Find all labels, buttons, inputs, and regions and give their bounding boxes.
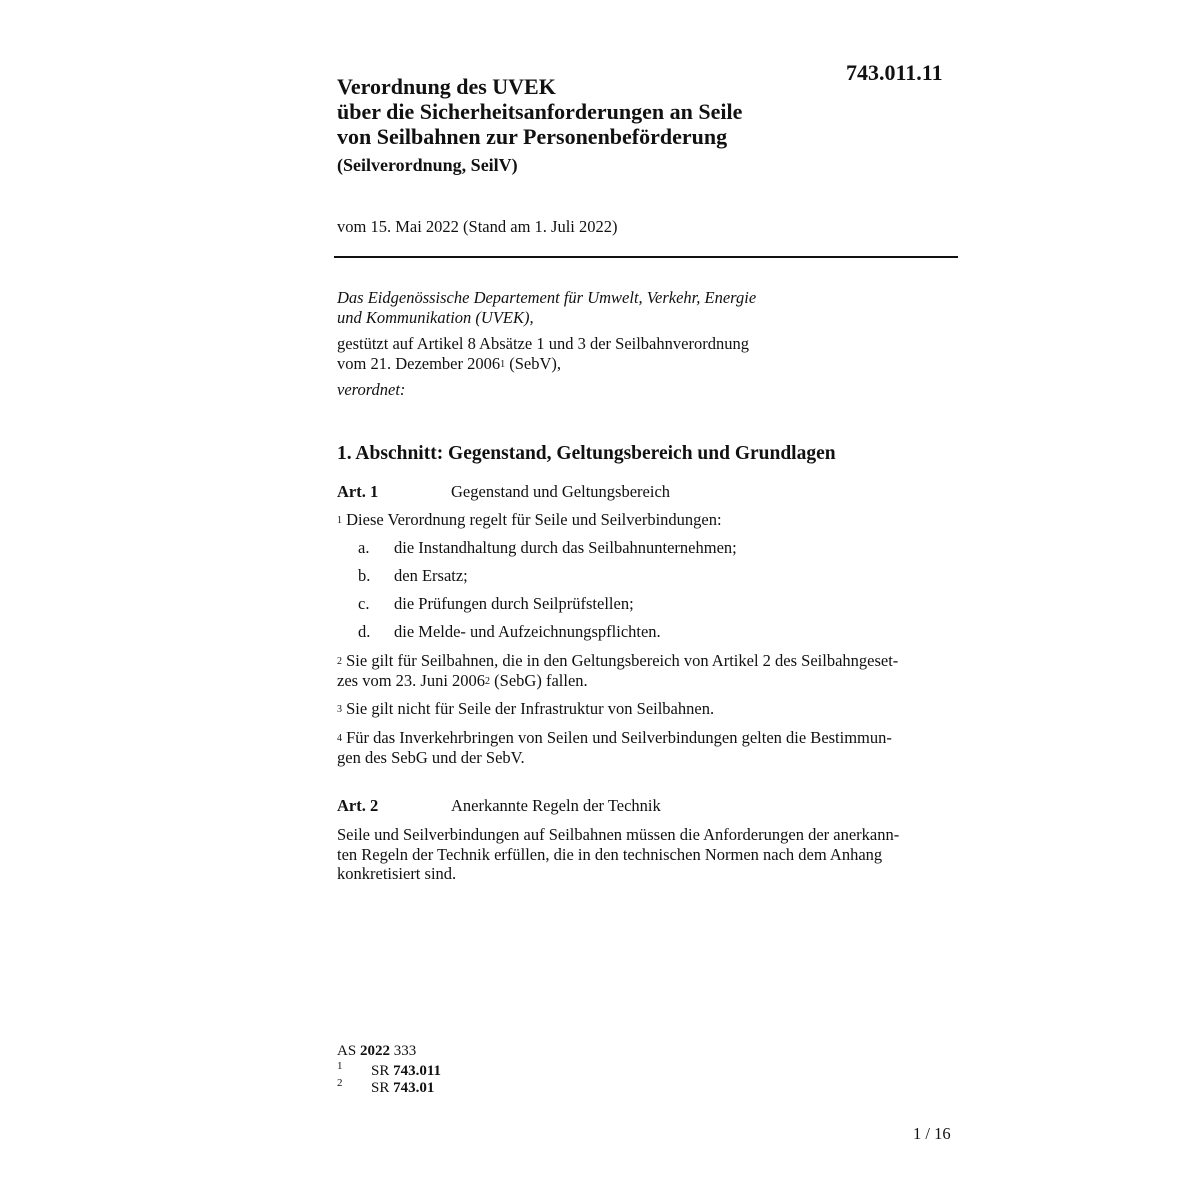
paragraph-line-1 <box>337 651 954 671</box>
page-number: 1 / 16 <box>913 1124 951 1143</box>
official-collection-ref <box>337 1043 416 1060</box>
paragraph-line-2: ten Regeln der Technik erfüllen, die in den technischen Normen nach dem Anhang <box>337 844 883 864</box>
paragraph-line-2: gen des SebG und der SebV. <box>337 747 525 767</box>
ordinance-date: vom 15. Mai 2022 (Stand am 1. Juli 2022) <box>337 217 618 236</box>
title-line-3: von Seilbahnen zur Personenbeförderung <box>337 124 728 149</box>
decree-word: verordnet: <box>337 380 406 399</box>
as-page: 333 <box>389 1043 417 1059</box>
list-item-letter: c. <box>358 594 370 613</box>
paragraph-text: Sie gilt für Seilbahnen, die in den Geltungsbereich von Artikel 2 des Seilbahngeset- <box>342 651 899 670</box>
title-line-1: Verordnung des UVEK <box>337 74 556 99</box>
footnote-text <box>371 1063 441 1080</box>
footnote-ref: 743.011 <box>393 1063 442 1079</box>
paragraph-number: 3 <box>337 704 342 715</box>
ordinance-short-title: (Seilverordnung, SeilV) <box>337 155 518 175</box>
paragraph-text: Für das Inverkehrbringen von Seilen und Seilverbindungen gelten die Bestimmun- <box>342 728 892 747</box>
section-heading: 1. Abschnitt: Gegenstand, Geltungsbereich und Grundlagen <box>337 443 836 464</box>
basis-line-2-suffix: (SebV), <box>505 353 562 373</box>
preamble <box>337 288 957 400</box>
article-2-paragraph <box>337 825 954 884</box>
paragraph-line-3: konkretisiert sind. <box>337 864 457 883</box>
basis-line-2-text: vom 21. Dezember 2006 <box>337 353 501 373</box>
paragraph-line-1: Seile und Seilverbindungen auf Seilbahnen müssen die Anforderungen der anerkann- <box>337 825 900 844</box>
article-2-number: Art. 2 <box>337 796 379 815</box>
list-item-text: den Ersatz; <box>394 566 468 585</box>
footnote-ref: 743.01 <box>393 1080 435 1096</box>
paragraph-text-suffix: (SebG) fallen. <box>490 670 588 690</box>
header-divider <box>334 256 958 258</box>
paragraph-line-1 <box>337 728 954 748</box>
article-2-title: Anerkannte Regeln der Technik <box>451 796 661 815</box>
list-item-text: die Instandhaltung durch das Seilbahnunternehmen; <box>394 538 737 557</box>
paragraph-text: zes vom 23. Juni 2006 <box>337 670 486 690</box>
list-item-text: die Melde- und Aufzeichnungspflichten. <box>394 622 661 641</box>
as-year: 2022 <box>359 1043 390 1059</box>
paragraph-number: 4 <box>337 733 342 744</box>
article-1-paragraph-1 <box>337 510 954 530</box>
basis-line-2 <box>337 354 957 374</box>
footnote-number: 1 <box>337 1060 343 1072</box>
issuer-line-1: Das Eidgenössische Departement für Umwelt, Verkehr, Energie <box>337 288 757 307</box>
paragraph-text: Sie gilt nicht für Seile der Infrastruktur von Seilbahnen. <box>342 699 715 718</box>
footnote-ref-2[interactable]: 2 <box>485 675 491 687</box>
footnote-prefix: SR <box>371 1080 394 1096</box>
list-item-letter: d. <box>358 622 371 641</box>
list-item-text: die Prüfungen durch Seilprüfstellen; <box>394 594 634 613</box>
list-item-letter: b. <box>358 566 371 585</box>
article-1-title: Gegenstand und Geltungsbereich <box>451 482 671 501</box>
ordinance-title <box>337 74 742 149</box>
paragraph-line-2 <box>337 671 954 691</box>
basis-line-1: gestützt auf Artikel 8 Absätze 1 und 3 der Seilbahnverordnung <box>337 334 749 353</box>
paragraph-text: Diese Verordnung regelt für Seile und Seilverbindungen: <box>342 510 722 529</box>
list-item-letter: a. <box>358 538 370 557</box>
footnote-number: 2 <box>337 1077 343 1089</box>
paragraph-number: 2 <box>337 656 342 667</box>
title-line-2: über die Sicherheitsanforderungen an Seile <box>337 99 743 124</box>
paragraph-number: 1 <box>337 515 342 526</box>
article-1-number: Art. 1 <box>337 482 379 501</box>
article-1-paragraph-2 <box>337 651 954 690</box>
as-prefix: AS <box>337 1043 360 1059</box>
sr-number: 743.011.11 <box>846 60 943 85</box>
footnote-text <box>371 1080 434 1097</box>
article-1-paragraph-3 <box>337 699 954 719</box>
footnote-ref-1[interactable]: 1 <box>500 358 506 370</box>
article-1-paragraph-4 <box>337 728 954 767</box>
issuer-line-2: und Kommunikation (UVEK), <box>337 307 534 327</box>
footnote-prefix: SR <box>371 1063 394 1079</box>
